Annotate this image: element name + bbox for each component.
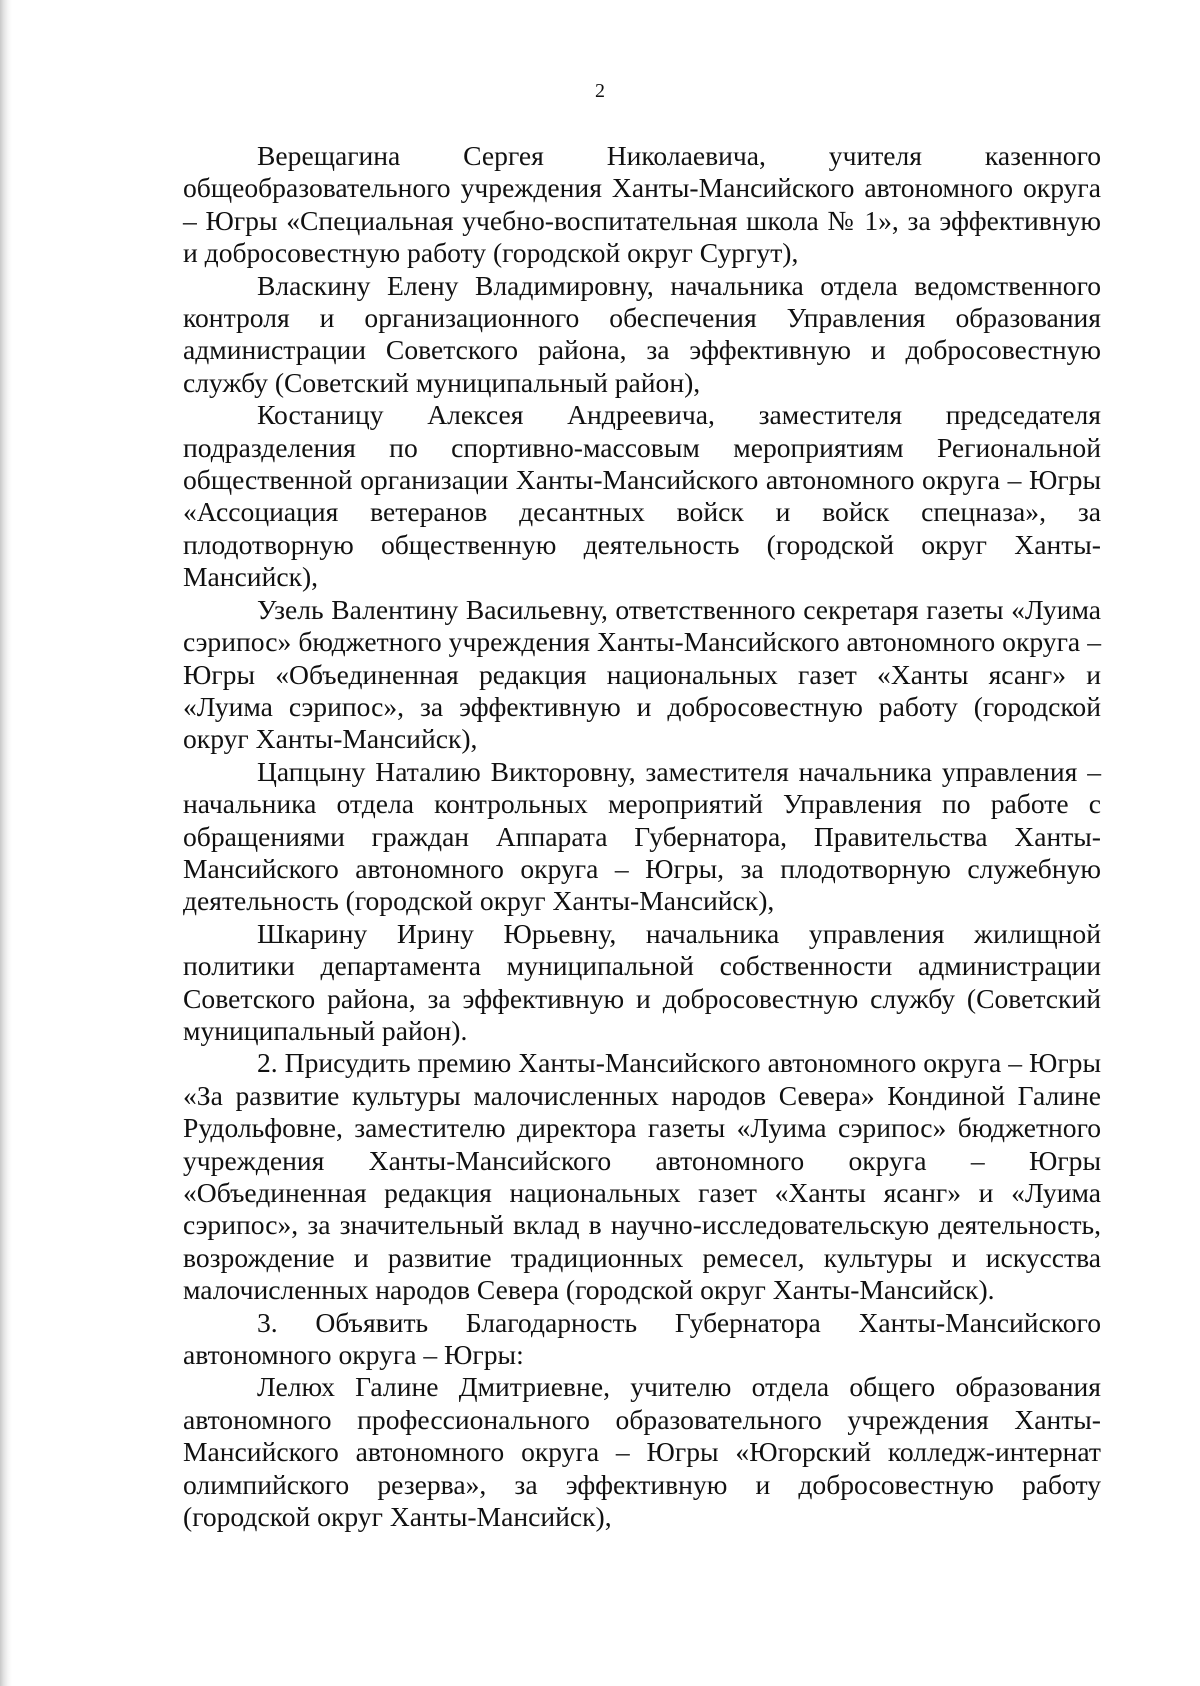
paragraph-tsaptsyna: Цапцыну Наталию Викторовну, заместителя начальника управления – начальника отдела контрольных мероприятий Управления по работе с обращениями граждан Аппарата Губернатора, Правительства Ханты-Мансийского автономного округа – Югры, за плодотворную служебную деятельность (городской округ Ханты-Мансийск), bbox=[183, 755, 1101, 917]
paragraph-shkarina: Шкарину Ирину Юрьевну, начальника управления жилищной политики департамента муниципальной собственности администрации Советского района, за эффективную и добросовестную службу (Советский муниципальный район). bbox=[183, 917, 1101, 1046]
scan-edge-shading bbox=[0, 0, 12, 1686]
paragraph-item-3-gratitude: 3. Объявить Благодарность Губернатора Ханты-Мансийского автономного округа – Югры: bbox=[183, 1306, 1101, 1371]
paragraph-kostanitsa: Костаницу Алексея Андреевича, заместителя председателя подразделения по спортивно-массовым мероприятиям Региональной общественной организации Ханты-Мансийского автономного округа – Югры «Ассоциация ветеранов десантных войск и войск спецназа», за плодотворную общественную деятельность (городской округ Ханты-Мансийск), bbox=[183, 399, 1101, 593]
paragraph-vereshchagin: Верещагина Сергея Николаевича, учителя казенного общеобразовательного учреждения Ханты-Мансийского автономного округа – Югры «Специальная учебно-воспитательная школа № 1», за эффективную и добросовестную работу (городской округ Сургут), bbox=[183, 140, 1101, 269]
paragraph-lelyukh: Лелюх Галине Дмитриевне, учителю отдела общего образования автономного профессионального образовательного учреждения Ханты-Мансийского автономного округа – Югры «Югорский колледж-интернат олимпийского резерва», за эффективную и добросовестную работу (городской округ Ханты-Мансийск), bbox=[183, 1371, 1101, 1533]
paragraph-item-2-award-prize: 2. Присудить премию Ханты-Мансийского автономного округа – Югры «За развитие культуры малочисленных народов Севера» Кондиной Галине Рудольфовне, заместителю директора газеты «Луима сэрипос» бюджетного учреждения Ханты-Мансийского автономного округа – Югры «Объединенная редакция национальных газет «Ханты ясанг» и «Луима сэрипос», за значительный вклад в научно-исследовательскую деятельность, возрождение и развитие традиционных ремесел, культуры и искусства малочисленных народов Севера (городской округ Ханты-Мансийск). bbox=[183, 1047, 1101, 1306]
paragraph-vlaskina: Власкину Елену Владимировну, начальника отдела ведомственного контроля и организационного обеспечения Управления образования администрации Советского района, за эффективную и добросовестную службу (Советский муниципальный район), bbox=[183, 269, 1101, 398]
paragraph-uzel: Узель Валентину Васильевну, ответственного секретаря газеты «Луима сэрипос» бюджетного учреждения Ханты-Мансийского автономного округа – Югры «Объединенная редакция национальных газет «Ханты ясанг» и «Луима сэрипос», за эффективную и добросовестную работу (городской округ Ханты-Мансийск), bbox=[183, 593, 1101, 755]
page-number: 2 bbox=[595, 80, 605, 102]
document-body bbox=[183, 140, 1101, 1533]
